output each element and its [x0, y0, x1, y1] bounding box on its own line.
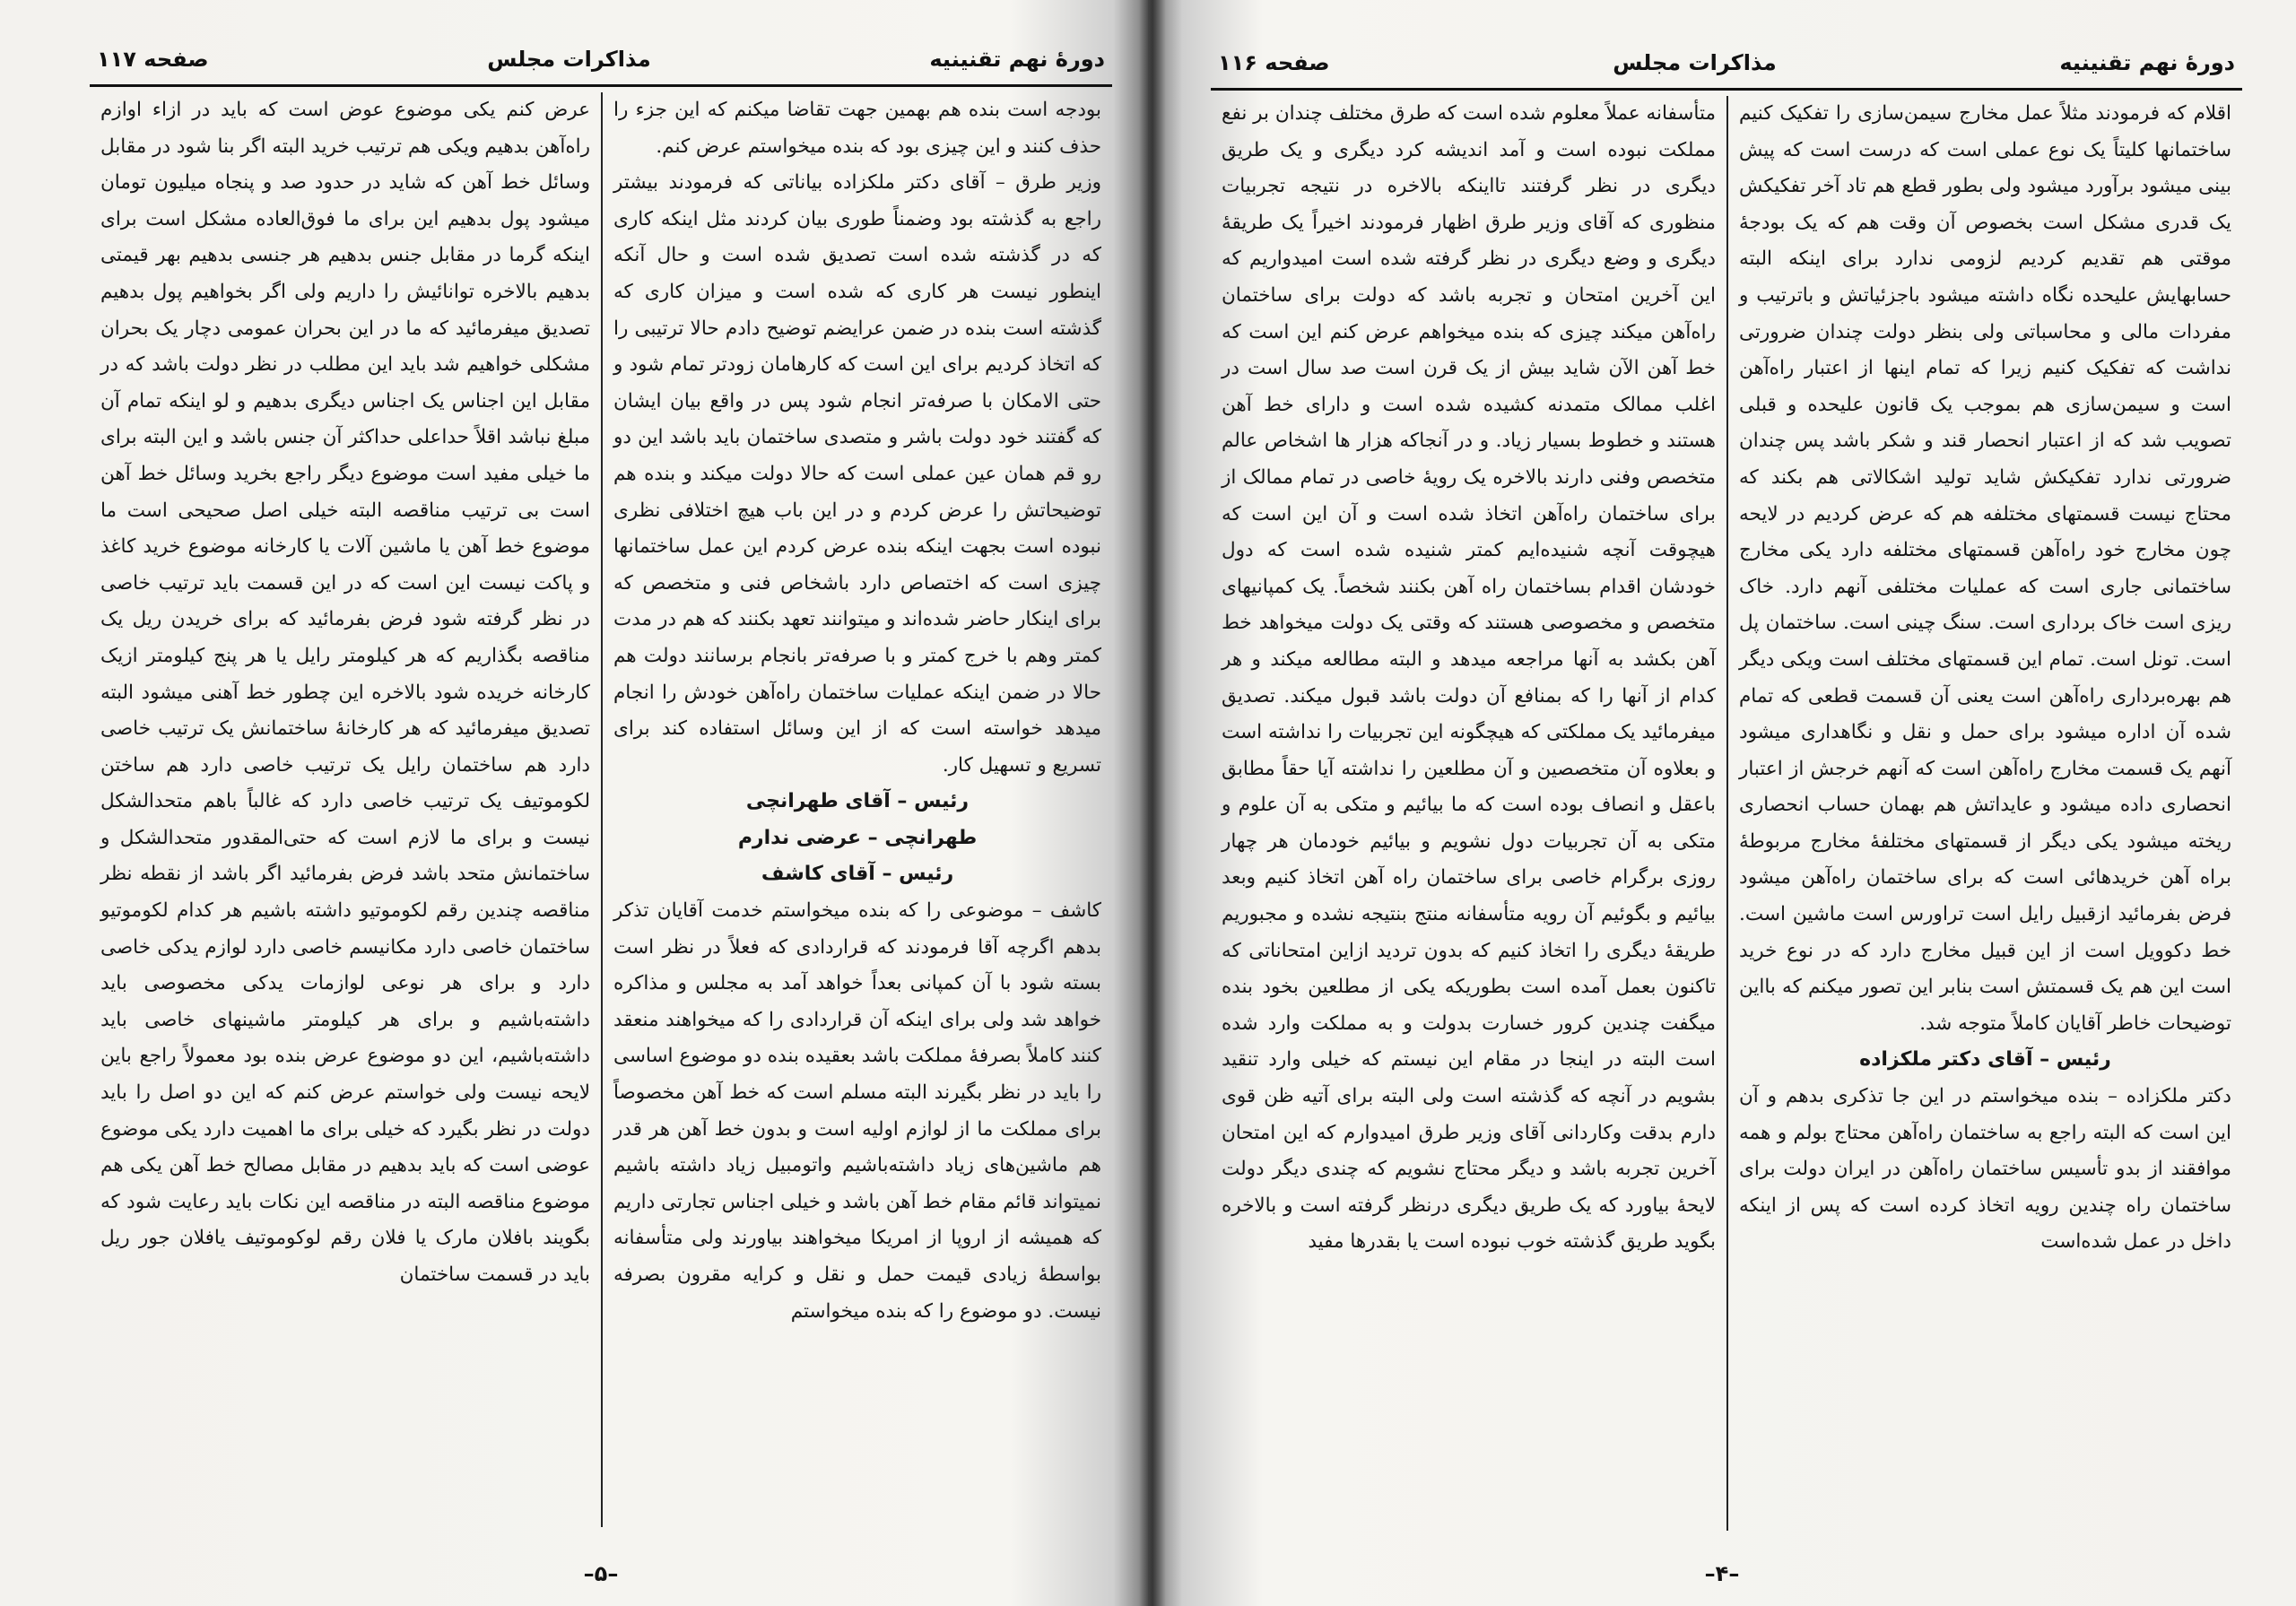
page-116	[1148, 0, 2296, 1606]
left-text-column	[1211, 96, 1726, 1531]
header-title: مذاکرات مجلس	[1613, 50, 1777, 75]
speaker-line: رئیس – آقای کاشف	[761, 863, 954, 886]
speaker-line: طهرانچی – عرضی ندارم	[737, 826, 978, 849]
paragraph: وزیر طرق – آقای دکتر ملکزاده بیاناتی که فرمودند بیشتر راجع به گذشته بود وضمناً طوری بیان کردند مثل اینکه کاری که در گذشته شده است تصدیق شده است و حال آنکه اینطور نیست هر کاری که شده است و میزان کاری که گذشته است بنده در ضمن عرایضم توضیح دادم حالا ترتیبی را که اتخاذ کردیم برای این است که کارهامان زودتر تمام شود و حتی الامکان با صرفه‌تر انجام شود پس در واقع بیان ایشان که گفتند خود دولت باشر و متصدی ساختمان باید باشد این دو رو قم همان عین عملی است که حالا دولت میکند و بنده هم توضیحاتش را عرض کردم و در این باب هیچ اختلافی نظری نبوده است بجهت اینکه بنده عرض کردم این عمل ساختمانها چیزی است که اختصاص دارد باشخاص فنی و متخصص که برای اینکار حاضر شده‌اند و میتوانند تعهد بکنند که هم در مدت کمتر وهم با خرج کمتر و با صرفه‌تر بانجام برسانند دولت هم حالا در ضمن اینکه عملیات ساختمان راه‌آهن خودش را انجام میدهد خواسته است که از این وسائل استفاده کند برای تسریع و تسهیل کار.	[613, 171, 1101, 777]
header-title: مذاکرات مجلس	[487, 47, 651, 72]
page-footer: –۵–	[583, 1561, 619, 1586]
right-text-column	[601, 92, 1112, 1527]
right-text-column	[1726, 96, 2242, 1531]
paragraph: دکتر ملکزاده – بنده میخواستم در این جا تذکری بدهم و آن این است که البته راجع به ساختمان راه‌آهن محتاج بولم و همه موافقند از بدو تأسیس ساختمان راه‌آهن در ایران دولت برای ساختمان راه چندین رویه اتخاذ کرده است که پس از اینکه داخل در عمل شده‌است	[1739, 1085, 2231, 1254]
paragraph: متأسفانه عملاً معلوم شده است که طرق مختلف چندان بر نفع مملکت نبوده است و آمد اندیشه کرد دیگری و یک طریق دیگری در نظر گرفتند تااینکه بالاخره در نتیجه تجربیات منظوری که آقای وزیر طرق اظهار فرمودند اخیراً یک طریقهٔ دیگری و وضع دیگری در نظر گرفته شده است امیدواریم که این آخرین امتحان و تجربه باشد که دولت برای ساختمان راه‌آهن میکند چیزی که بنده میخواهم عرض کنم این است که خط آهن الآن شاید بیش از یک قرن است صد سال است در اغلب ممالک متمدنه کشیده شده است و دارای خط آهن هستند و خطوط بسیار زیاد. و در آنجاکه هزار ها اشخاص عالم متخصص وفنی دارند بالاخره یک رویهٔ خاصی در تمام ممالک از برای ساختمان راه‌آهن اتخاذ شده است و آن این است که هیچوقت آنچه شنیده‌ایم کمتر شنیده شده است که دول خودشان اقدام بساختمان راه آهن بکنند شخصاً. یک کمپانیهای متخصص و مخصوصی هستند که وقتی یک دولت میخواهد خط آهن بکشد به آنها مراجعه میدهد و البته مطالعه میکند و هر کدام از آنها را که بمنافع آن دولت باشد قبول میکند. تصدیق میفرمائید یک مملکتی که هیچگونه این تجربیات را نداشته است و بعلاوه آن متخصصین و آن مطلعین را نداشته آیا حقاً مطابق باعقل و انصاف بوده است که ما بیائیم و متکی به آن علوم و متکی به آن تجربیات دول نشویم و بیائیم خودمان هر چهار روزی برگرام خاصی برای ساختمان راه آهن اتخاذ کنیم وبعد بیائیم و بگوئیم آن رویه متأسفانه منتج بنتیجه نشده و مجبوریم طریقهٔ دیگری را اتخاذ کنیم که بدون تردید ازاین امتحاناتی که تاکنون بعمل آمده است بطوریکه یکی از مطلعین بخود بنده میگفت چندین کرور خسارت بدولت و به مملکت وارد شده است البته در اینجا در مقام این نیستم که خیلی وارد تنقید بشویم در آنچه که گذشته است ولی البته برای آتیه ظن قوی دارم بدقت وکاردانی آقای وزیر طرق امیدوارم که این امتحان آخرین تجربه باشد و دیگر محتاج نشویم که چندی دیگر دولت لایحهٔ بیاورد که یک طریق دیگری درنظر گرفته است و بالاخره بگوید طریق گذشته خوب نبوده است یا بقدرها مفید	[1222, 102, 1716, 1254]
page-number-label: صفحه ۱۱۶	[1218, 50, 1330, 75]
session-label: دورهٔ نهم تقنینیه	[2059, 50, 2235, 75]
paragraph: عرض کنم یکی موضوع عوض است که باید در ازاء اوازم راه‌آهن بدهیم ویکی هم ترتیب خرید البته اگر بنا شود در مقابل وسائل خط آهن که شاید در حدود صد و پنجاه میلیون تومان میشود پول بدهیم این برای ما فوق‌العاده مشکل است برای اینکه گرما در مقابل جنس بدهیم هر جنسی بدهیم بهر قیمتی بدهیم بالاخره توانائیش را داریم ولی اگر بخواهیم پول بدهیم تصدیق میفرمائید که ما در این بحران عمومی دچار یک بحران مشکلی خواهیم شد باید این مطلب در نظر دولت باشد که در مقابل این اجناس یک اجناس دیگری بدهیم و لو اینکه تمام آن مبلغ نباشد اقلاً حداعلی حداکثر آن جنس باشد و این البته برای ما خیلی مفید است موضوع دیگر راجع بخرید وسائل خط آهن است بی ترتیب مناقصه البته خیلی اصل صحیحی است ما موضوع خط آهن یا ماشین آلات یا کارخانه موضوع خرید کاغذ و پاکت نیست این است که در این قسمت باید ترتیب خاصی در نظر گرفته شود فرض بفرمائید که برای خریدن ریل یک مناقصه بگذاریم که هر کیلومتر رایل یا هر پنج کیلومتر ازیک کارخانه خریده شود بالاخره این چطور خط آهنی میشود البته تصدیق میفرمائید که هر کارخانهٔ ساختمانش یک ترتیب خاصی دارد هم ساختمان رایل یک ترتیب خاصی دارد هم ساختن لکوموتیف یک ترتیب خاصی دارد که غالباً باهم متحدالشکل نیست و برای ما لازم است که حتی‌المقدور متحدالشکل و ساختمانش متحد باشد فرض بفرمائید اگر باشد از نقطه نظر مناقصه چندین رقم لکوموتیو داشته باشیم هر کدام لکوموتیو ساختمان خاصی دارد مکانیسم خاصی دارد لوازم یدکی خاصی دارد و برای هر نوعی لوازمات یدکی مخصوصی باید داشته‌باشیم و برای هر کیلومتر ماشینهای خاصی باید داشته‌باشیم، این دو موضوع عرض بنده بود معمولاً راجع باین لایحه نیست ولی خواستم عرض کنم که این دو اصل را باید دولت در نظر بگیرد که خیلی برای ما اهمیت دارد یکی موضوع عوضی است که باید بدهیم در مقابل مصالح خط آهن یکی هم موضوع مناقصه البته در مناقصه این نکات باید رعایت شود که بگویند بافلان مارک یا فلان رقم لوکوموتیف یافلان جور ریل باید در قسمت ساختمان	[100, 99, 590, 1286]
page-header	[1211, 50, 2242, 91]
speaker-line: رئیس – آقای طهرانچی	[745, 790, 970, 813]
text-columns	[1211, 96, 2242, 1531]
left-text-column	[90, 92, 601, 1527]
text-columns	[90, 92, 1112, 1527]
page-number-label: صفحه ۱۱۷	[97, 47, 209, 72]
page-footer: –۴–	[1704, 1561, 1740, 1586]
paragraph: اقلام که فرمودند مثلاً عمل مخارج سیمن‌سازی را تفکیک کنیم ساختمانها کلیتاً یک نوع عملی است که درست است که پیش بینی میشود برآورد میشود ولی بطور قطع هم تاد آخر تفکیکش یک قدری مشکل است بخصوص آن وقت هم که یک بودجهٔ موقتی هم تقدیم کردیم لزومی ندارد برای اینکه البته حسابهایش علیحده نگاه داشته میشود باجزئیاتش و باترتیب و مفردات مالی و محاسباتی ولی بنظر دولت چندان ضرورتی نداشت که تفکیک کنیم زیرا که تمام اینها از اعتبار راه‌آهن است و سیمن‌سازی هم بموجب یک قانون علیحده و قبلی تصویب شد که از اعتبار انحصار قند و شکر باشد پس چندان ضرورتی ندارد تفکیکش شاید تولید اشکالاتی هم بکند که محتاج نیست قسمتهای مختلفه هم که عرض کردیم در لایحه چون مخارج خود راه‌آهن قسمتهای مختلفه دارد یکی مخارج ساختمانی جاری است که عملیات مختلفی آنهم دارد. خاک ریزی است خاک برداری است. سنگ چینی است. ساختمان پل است. تونل است. تمام این قسمتهای مختلف است ویکی دیگر هم بهره‌برداری راه‌آهن است یعنی آن قسمت قطعی که تمام شده آن اداره میشود برای حمل و نقل و نگاهداری میشود آنهم یک قسمت مخارج راه‌آهن است که آنهم خرجش از اعتبار انحصاری داده میشود و عایداتش هم بهمان حساب انحصاری ریخته میشود یکی دیگر از قسمتهای مختلفهٔ مخارج مربوطهٔ براه آهن خریدهائی است که برای ساختمان راه‌آهن میشود فرض بفرمائید ازقبیل رایل است تراورس است ماشین است. خط دکوویل است از این قبیل مخارج دارد که در نوع خرید است این هم یک قسمتش است بنابر این تصور میکنم که بااین توضیحات خاطر آقایان کاملاً متوجه شد.	[1739, 102, 2231, 1035]
page-header	[90, 47, 1112, 87]
paragraph: کاشف – موضوعی را که بنده میخواستم خدمت آقایان تذکر بدهم اگرچه آقا فرمودند که قراردادی که فعلاً در نظر است بسته شود با آن کمپانی بعداً خواهد آمد به مجلس و مذاکره خواهد شد ولی برای اینکه آن قراردادی را که میخواهند منعقد کنند کاملاً بصرفهٔ مملکت باشد بعقیده بنده دو موضوع اساسی را باید در نظر بگیرند البته مسلم است که خط آهن مخصوصاً برای مملکت ما از لوازم اولیه است و بدون خط آهن هر قدر هم ماشین‌های زیاد داشته‌باشیم واتومبیل زیاد داشته باشیم نمیتواند قائم مقام خط آهن باشد و خیلی اجناس تجارتی داریم که همیشه از اروپا از امریکا میخواهند بیاورند ولی متأسفانه بواسطهٔ زیادی قیمت حمل و نقل و کرایه مقرون بصرفه نیست. دو موضوع را که بنده میخواستم	[613, 899, 1101, 1323]
speaker-line: رئیس – آقای دکتر ملکزاده	[1859, 1048, 2111, 1072]
session-label: دورهٔ نهم تقنینیه	[929, 47, 1105, 72]
paragraph: بودجه است بنده هم بهمین جهت تقاضا میکنم که این جزء را حذف کنند و این چیزی بود که بنده میخواستم عرض کنم.	[613, 99, 1101, 158]
